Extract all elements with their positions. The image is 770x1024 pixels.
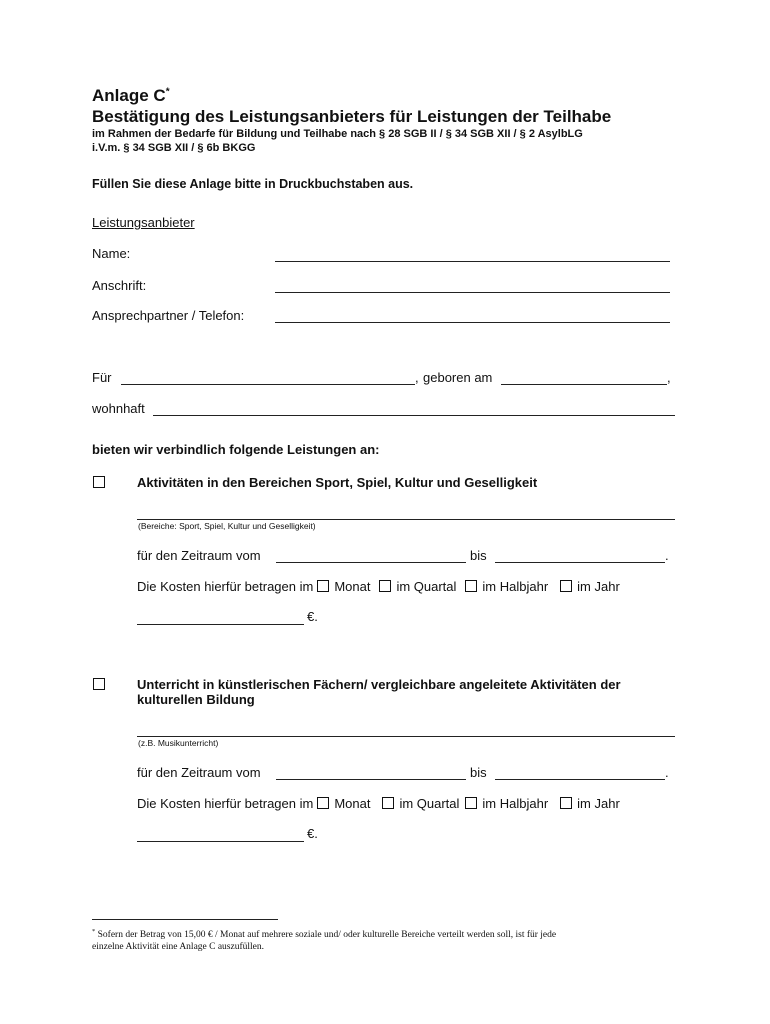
- offer-1-half-year-label: im Halbjahr: [482, 579, 549, 594]
- legal-basis-line-2: i.V.m. § 34 SGB XII / § 6b BKGG: [92, 142, 256, 154]
- offer-2-month-label: Monat: [334, 796, 371, 811]
- offer-2-cost-label: Die Kosten hierfür betragen im: [137, 796, 314, 811]
- offer-1-year-checkbox[interactable]: [560, 580, 572, 592]
- offer-2-title-line-1: Unterricht in künstlerischen Fächern/ vergleichbare angeleitete Aktivitäten der: [137, 677, 621, 692]
- offer-1-cost-label: Die Kosten hierfür betragen im: [137, 579, 314, 594]
- provider-contact-field[interactable]: [275, 322, 670, 323]
- footnote-divider: [92, 919, 278, 920]
- born-label: geboren am: [423, 370, 493, 385]
- offer-2-currency: €.: [307, 826, 318, 841]
- offer-2-year-checkbox[interactable]: [560, 797, 572, 809]
- comma-separator: ,: [415, 370, 419, 385]
- offer-1-quarter-label: im Quartal: [396, 579, 457, 594]
- provider-contact-label: Ansprechpartner / Telefon:: [92, 308, 245, 323]
- offer-2-period-end: .: [665, 765, 669, 780]
- provider-address-label: Anschrift:: [92, 278, 147, 293]
- provider-address-field[interactable]: [275, 292, 670, 293]
- offer-1-half-year-checkbox[interactable]: [465, 580, 477, 592]
- offer-1-until-label: bis: [470, 548, 487, 563]
- footnote-line-1: * Sofern der Betrag von 15,00 € / Monat auf mehrere soziale und/ oder kulturelle Bereiche verteilt werden soll, ist für jede: [92, 928, 557, 941]
- offer-2-hint: (z.B. Musikunterricht): [138, 738, 219, 748]
- offer-2-quarter-checkbox[interactable]: [382, 797, 394, 809]
- offer-2-checkbox[interactable]: [93, 678, 105, 690]
- instruction-text: Füllen Sie diese Anlage bitte in Druckbuchstaben aus.: [92, 177, 414, 191]
- offer-2-period-label: für den Zeitraum vom: [137, 765, 261, 780]
- offer-2-end-field[interactable]: [495, 779, 665, 780]
- form-title: Bestätigung des Leistungsanbieters für Leistungen der Teilhabe: [92, 107, 612, 126]
- trailing-comma: ,: [667, 370, 671, 385]
- offer-2-half-year-label: im Halbjahr: [482, 796, 549, 811]
- offer-1-amount-field[interactable]: [137, 624, 304, 625]
- residence-field[interactable]: [153, 415, 675, 416]
- offer-2-start-field[interactable]: [276, 779, 466, 780]
- offer-1-period-label: für den Zeitraum vom: [137, 548, 261, 563]
- footnote-marker: *: [165, 86, 170, 98]
- offer-1-period-end: .: [665, 548, 669, 563]
- offer-1-hint: (Bereiche: Sport, Spiel, Kultur und Geselligkeit): [138, 521, 316, 531]
- offer-2-half-year-checkbox[interactable]: [465, 797, 477, 809]
- offer-2-amount-field[interactable]: [137, 841, 304, 842]
- offer-2-month-checkbox[interactable]: [317, 797, 329, 809]
- offer-heading: bieten wir verbindlich folgende Leistungen an:: [92, 442, 380, 457]
- for-label: Für: [92, 370, 112, 385]
- offer-2-quarter-label: im Quartal: [399, 796, 460, 811]
- offer-1-title: Aktivitäten in den Bereichen Sport, Spiel, Kultur und Geselligkeit: [137, 475, 538, 490]
- offer-1-year-label: im Jahr: [577, 579, 620, 594]
- provider-section-title: Leistungsanbieter: [92, 215, 195, 230]
- offer-2-detail-field[interactable]: [137, 736, 675, 737]
- offer-1-quarter-checkbox[interactable]: [379, 580, 391, 592]
- offer-1-currency: €.: [307, 609, 318, 624]
- provider-name-field[interactable]: [275, 261, 670, 262]
- offer-2-cost-row: [137, 796, 620, 811]
- offer-1-detail-field[interactable]: [137, 519, 675, 520]
- child-name-field[interactable]: [121, 384, 415, 385]
- legal-basis-line-1: im Rahmen der Bedarfe für Bildung und Teilhabe nach § 28 SGB II / § 34 SGB XII / § 2 AsylbLG: [92, 128, 583, 140]
- footnote-marker-ref: *: [92, 928, 96, 935]
- offer-1-month-checkbox[interactable]: [317, 580, 329, 592]
- offer-1-start-field[interactable]: [276, 562, 466, 563]
- offer-2-until-label: bis: [470, 765, 487, 780]
- birth-date-field[interactable]: [501, 384, 667, 385]
- offer-1-checkbox[interactable]: [93, 476, 105, 488]
- footnote-line-2: einzelne Aktivität eine Anlage C auszufüllen.: [92, 942, 265, 952]
- provider-name-label: Name:: [92, 246, 131, 261]
- form-title-prefix: Anlage C*: [92, 86, 170, 105]
- offer-2-year-label: im Jahr: [577, 796, 620, 811]
- offer-1-cost-row: [137, 579, 620, 594]
- resides-label: wohnhaft: [92, 401, 145, 416]
- offer-1-month-label: Monat: [334, 579, 371, 594]
- offer-2-title-line-2: kulturellen Bildung: [137, 692, 255, 707]
- offer-1-end-field[interactable]: [495, 562, 665, 563]
